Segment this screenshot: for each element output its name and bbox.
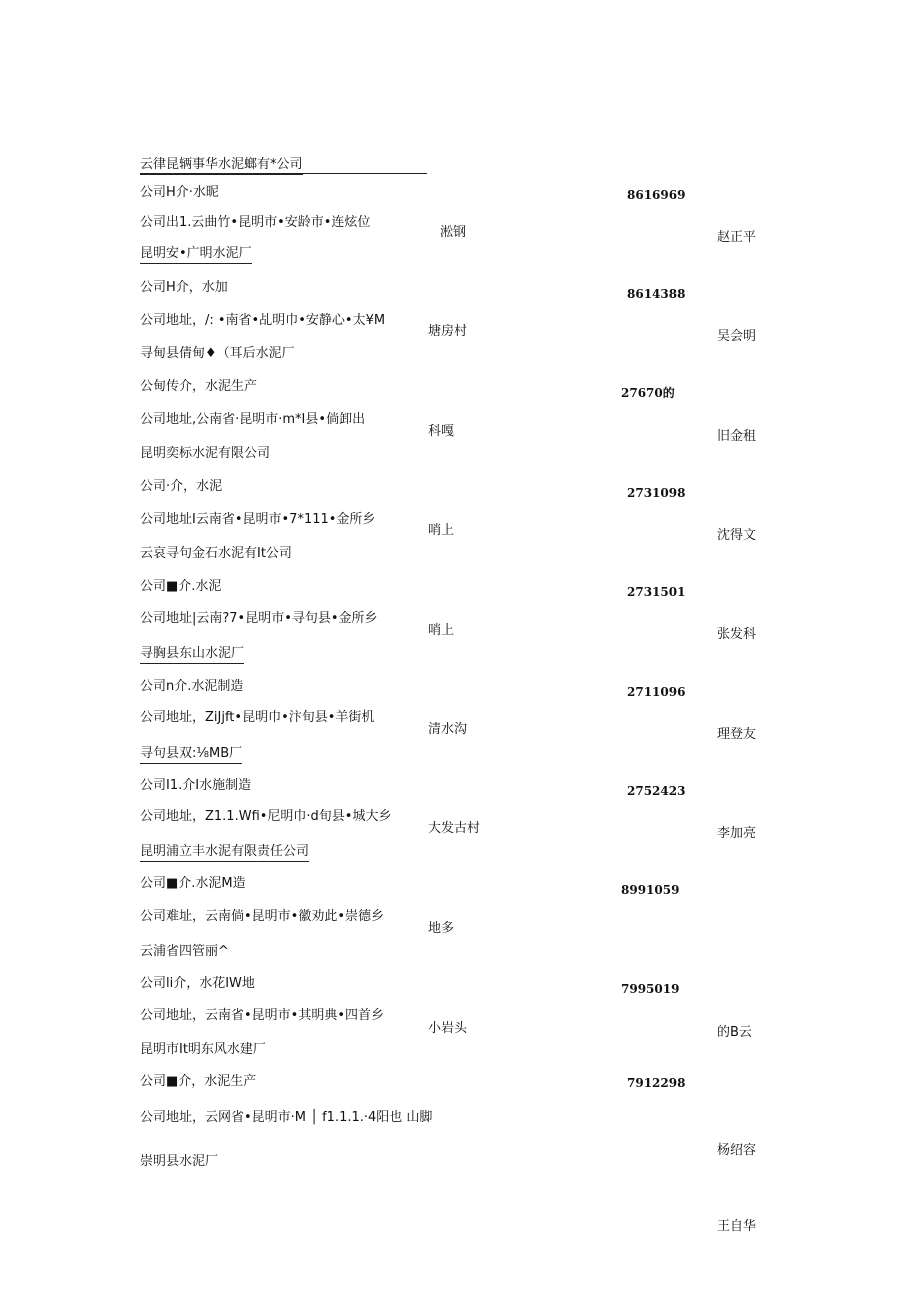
entry-place: 哨上 — [428, 523, 455, 538]
entry-place: 哨上 — [428, 623, 455, 638]
entry-person: 的B云 — [717, 1025, 752, 1040]
entry-address: 公司地址|云南?7•昆明市•寻句县•金所乡 — [140, 611, 378, 626]
entry-phone: 8991059 — [621, 883, 680, 897]
entry-person: 吴会明 — [717, 329, 757, 344]
entry-intro: 公司■介.水泥M造 — [140, 876, 246, 891]
entry-person: 赵正平 — [717, 230, 757, 245]
entry-company: 昆明浦立丰水泥有限责任公司 — [140, 844, 309, 862]
entry-company: 昆明安•广明水泥厂 — [140, 246, 252, 264]
entry-place: 大发古村 — [428, 821, 481, 836]
entry-address: 公司地址，云网省•昆明市·M │ f1.1.1.·4阳也 山脚 — [140, 1110, 433, 1125]
entry-address: 公司地址,公南省·昆明市·m*I县•倘卸出 — [140, 412, 366, 427]
entry-address: 公司地址I云南省•昆明市•7*111•金所乡 — [140, 512, 376, 527]
entry-phone: 2731098 — [627, 486, 686, 500]
entry-intro: 公司H介·水昵 — [140, 185, 219, 200]
entry-place: 淞钢 — [440, 225, 467, 240]
entry-phone: 2752423 — [627, 784, 686, 798]
entry-intro: 公司■介，水泥生产 — [140, 1074, 257, 1089]
entry-phone: 8614388 — [627, 287, 686, 301]
entry-person: 沈得文 — [717, 528, 757, 543]
entry-intro: 公司■介.水泥 — [140, 579, 222, 594]
title-underline — [140, 173, 427, 174]
entry-intro: 公司H介，水加 — [140, 280, 228, 295]
entry-intro: 公司I1.介I水施制造 — [140, 778, 252, 793]
document-title: 云律昆辆事华水泥螂有*公司 — [140, 157, 303, 175]
entry-person: 张发科 — [717, 627, 757, 642]
entry-phone: 2711096 — [627, 685, 686, 699]
entry-address: 公司出1.云曲竹•昆明市•安龄市•连炫位 — [140, 215, 371, 230]
entry-company: 昆明市It明东风水建厂 — [140, 1042, 266, 1057]
entry-phone: 8616969 — [627, 188, 686, 202]
entry-place: 清水沟 — [428, 722, 468, 737]
entry-company: 寻甸县倩甸♦（耳后水泥厂 — [140, 346, 295, 361]
entry-place: 塘房村 — [428, 324, 468, 339]
entry-company: 云浦省四管丽^ — [140, 944, 229, 959]
entry-intro: 公司·介，水泥 — [140, 479, 223, 494]
entry-company: 云哀寻句金石水泥有It公司 — [140, 546, 292, 561]
entry-person: 旧金租 — [717, 429, 757, 444]
entry-address: 公司地址，云南省•昆明市•其明典•四首乡 — [140, 1008, 385, 1023]
entry-place: 小岩头 — [428, 1021, 468, 1036]
entry-intro: 公司n介.水泥制造 — [140, 679, 244, 694]
entry-company: 寻句县双:⅛MB厂 — [140, 746, 242, 764]
entry-place: 地多 — [428, 921, 455, 936]
entry-address: 公司地址，/: •南省•乩明巾•安静心•太¥M — [140, 313, 386, 328]
entry-phone: 7995019 — [621, 982, 680, 996]
entry-company: 寻胸县东山水泥厂 — [140, 646, 244, 664]
entry-person: 李加亮 — [717, 826, 757, 841]
entry-company: 昆明奕标水泥有限公司 — [140, 446, 271, 461]
entry-address: 公司地址，Z1.1.Wfi•尼明巾·d旬县•城大乡 — [140, 809, 392, 824]
entry-address: 公司难址，云南倘•昆明市•徽劝此•崇德乡 — [140, 909, 385, 924]
entry-address: 公司地址，ZiJjft•昆明巾•汴旬县•羊街机 — [140, 710, 375, 725]
entry-intro: 公司li介，水花IW地 — [140, 976, 255, 991]
entry-intro: 公甸传介，水泥生产 — [140, 379, 258, 394]
entry-place: 科嘎 — [428, 424, 455, 439]
entry-company: 崇明县水泥厂 — [140, 1154, 219, 1169]
entry-person: 理登友 — [717, 727, 757, 742]
entry-phone: 27670的 — [621, 386, 675, 400]
entry-phone: 2731501 — [627, 585, 686, 599]
entry-person: 杨绍容 — [717, 1143, 757, 1158]
entry-phone: 7912298 — [627, 1076, 686, 1090]
trailing-person: 王自华 — [717, 1219, 757, 1234]
